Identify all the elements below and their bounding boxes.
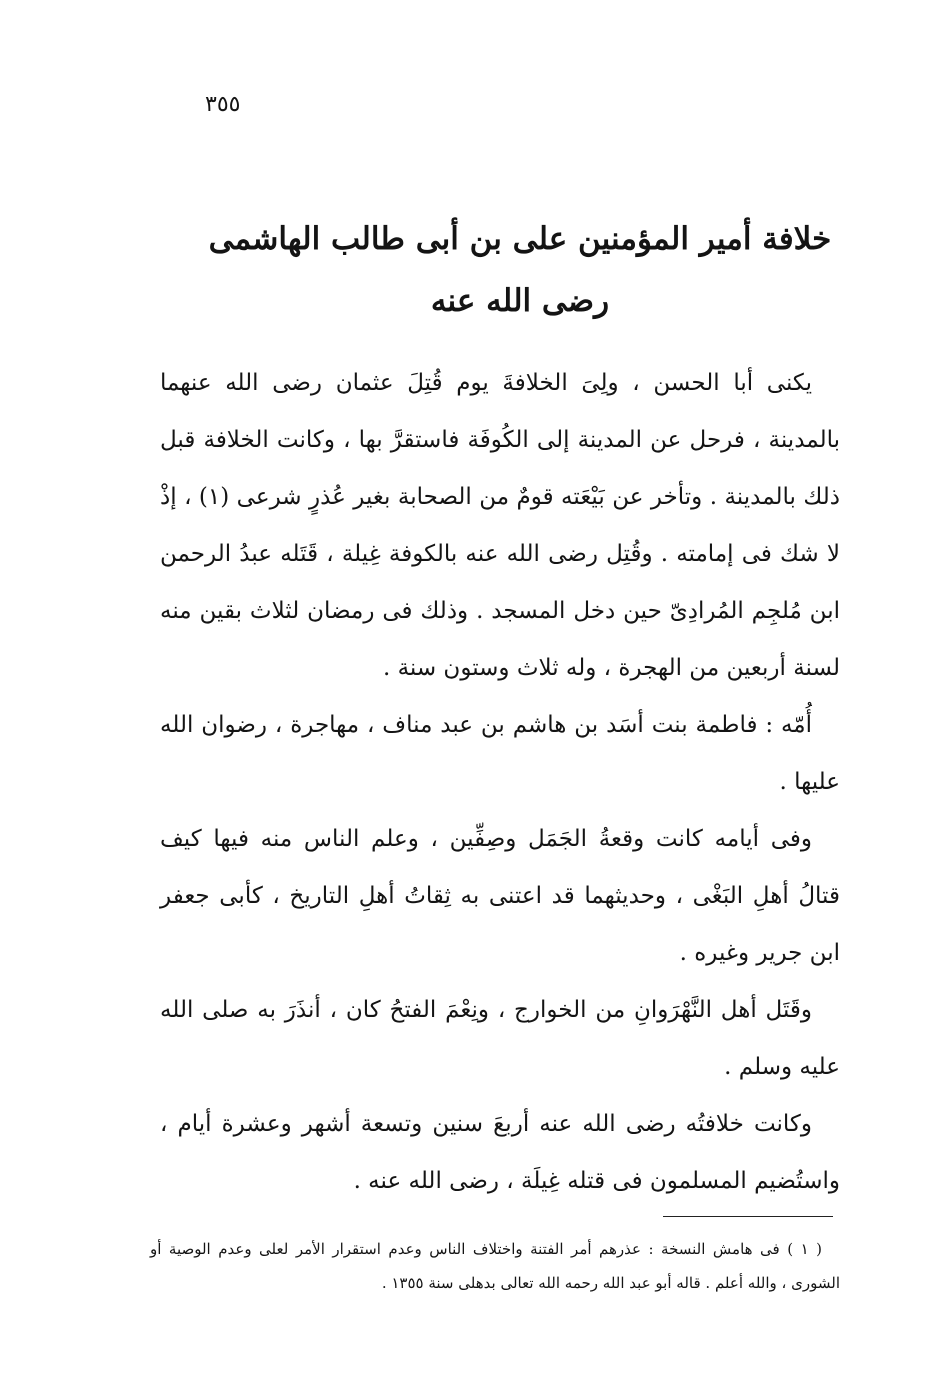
footnotes <box>150 1232 840 1300</box>
chapter-heading <box>150 208 890 332</box>
paragraph-biography: يكنى أبا الحسن ، ولِىَ الخلافةَ يوم قُتِلَ عثمان رضى الله عنهما بالمدينة ، فرحل عن المدينة إلى الكُوفَة فاستقرَّ بها ، وكانت الخلافة قبل ذلك بالمدينة . وتأخر عن بَيْعَته قومٌ من الصحابة بغير عُذرٍ شرعى (١) ، إذْ لا شك فى إمامته . وقُتِل رضى الله عنه بالكوفة غِيلة ، قَتَله عبدُ الرحمن ابن مُلجِم المُرادِىّ حين دخل المسجد . وذلك فى رمضان لثلاث بقين منه لسنة أربعين من الهجرة ، وله ثلاث وستون سنة . <box>160 370 840 681</box>
paragraph-battles: وفى أيامه كانت وقعةُ الجَمَل وصِفِّين ، وعلم الناس منه فيها كيف قتالُ أهلِ البَغْى ، وحديثهما قد اعتنى به ثِقاتُ أهلِ التاريخ ، كأبى جعفر ابن جرير وغيره . <box>160 826 840 966</box>
page-number: ٣٥٥ <box>205 92 241 117</box>
paragraph-nahrawan: وقَتَل أهل النَّهْرَوانِ من الخوارج ، ونِعْمَ الفتحُ كان ، أنذَرَ به صلى الله عليه وسلم . <box>160 997 840 1080</box>
footnote-separator <box>663 1216 833 1217</box>
paragraph-caliphate-duration: وكانت خلافتُه رضى الله عنه أربعَ سنين وتسعة أشهر وعشرة أيام ، واستُضيم المسلمون فى قتله غِيلَة ، رضى الله عنه . <box>160 1111 840 1194</box>
chapter-subtitle: رضى الله عنه <box>430 283 610 319</box>
footnote-1: ( ١ ) فى هامش النسخة : عذرهم أمر الفتنة واختلاف الناس وعدم استقرار الأمر لعلى وعدم الوصية أو الشورى ، والله أعلم . قاله أبو عبد الله رحمه الله تعالى بدهلى سنة ١٣٥٥ . <box>150 1240 840 1292</box>
paragraph-mother: أُمّه : فاطمة بنت أسَد بن هاشم بن عبد مناف ، مهاجرة ، رضوان الله عليها . <box>160 712 840 795</box>
main-text <box>160 355 840 1210</box>
chapter-title: خلافة أمير المؤمنين على بن أبى طالب الهاشمى <box>208 221 832 257</box>
